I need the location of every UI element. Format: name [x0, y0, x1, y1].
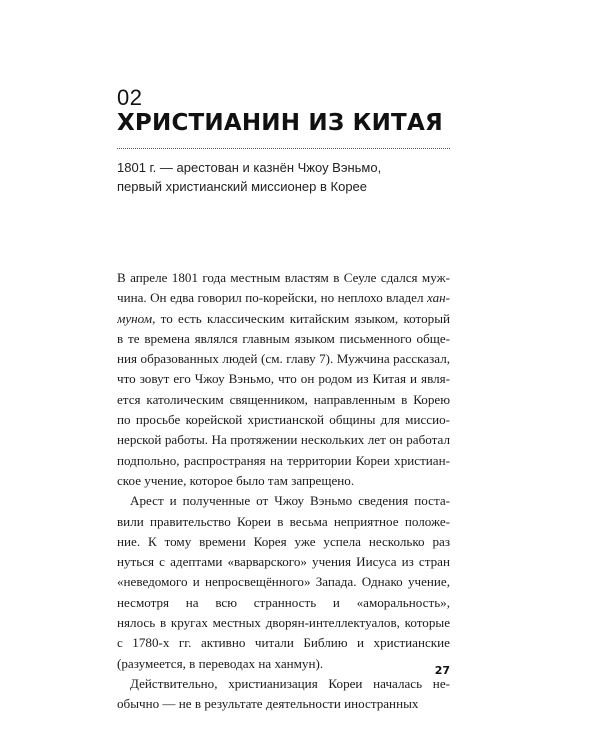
italic-term: хан- [426, 290, 450, 306]
text-line: вили правительство Кореи в весьма неприятное положе- [117, 513, 450, 529]
body-text [117, 268, 450, 715]
chapter-number: 02 [117, 85, 143, 110]
italic-term: муном [117, 310, 153, 326]
text-line: подпольно, распространяя на территории Кореи христиан- [117, 452, 450, 468]
text-line: Действительно, христианизация Кореи началась не- [130, 675, 450, 691]
text-line: по просьбе корейской христианской общины для миссио- [117, 412, 450, 428]
text-line: ние. К тому времени Корея уже успела несколько раз [117, 533, 450, 549]
text-line: Арест и полученные от Чжоу Вэньмо сведения поста- [130, 493, 450, 509]
text-line: нуться с адептами «варварского» учения Иисуса из стран [117, 554, 450, 570]
epigraph-line: первый христианский миссионер в Корее [117, 179, 368, 194]
text-line: чина. Он едва говорил по-корейски, но неплохо владел хан- [117, 290, 450, 306]
text-line: (разумеется, в переводах на ханмун). [117, 655, 324, 671]
text-line: с 1780-х гг. активно читали Библию и христианские [117, 635, 450, 651]
text-line: ется католическим священником, направленным в Корею [117, 391, 450, 407]
epigraph-line: 1801 г. — арестован и казнён Чжоу Вэньмо, [117, 160, 382, 175]
chapter-epigraph [117, 158, 457, 196]
text-line: В апреле 1801 года местным властям в Сеуле сдался муж- [117, 270, 450, 285]
page-number: 27 [434, 664, 450, 677]
text-line: ское учение, которое было там запрещено. [117, 472, 355, 488]
text-line: нялось в кругах местных дворян-интеллектуалов, которые [117, 615, 450, 631]
text-line: несмотря на всю странность и «аморальность», [117, 594, 450, 610]
text-line: обычно — не в результате деятельности иностранных [117, 696, 419, 712]
text-line: нерской работы. На протяжении нескольких лет он работал [117, 432, 450, 448]
text-line: ния образованных людей (см. главу 7). Мужчина рассказал, [117, 351, 450, 367]
text-line: что зовут его Чжоу Вэньмо, что он родом из Китая и явля- [117, 371, 450, 387]
text-line: «неведомого и непросвещённого» Запада. Однако учение, [117, 574, 450, 590]
text-line: в те времена являлся главным языком письменного обще- [117, 330, 450, 346]
chapter-title: ХРИСТИАНИН ИЗ КИТАЯ [117, 110, 443, 136]
dotted-divider [117, 148, 450, 149]
text-line: муном, то есть классическим китайским языком, который [117, 310, 450, 326]
